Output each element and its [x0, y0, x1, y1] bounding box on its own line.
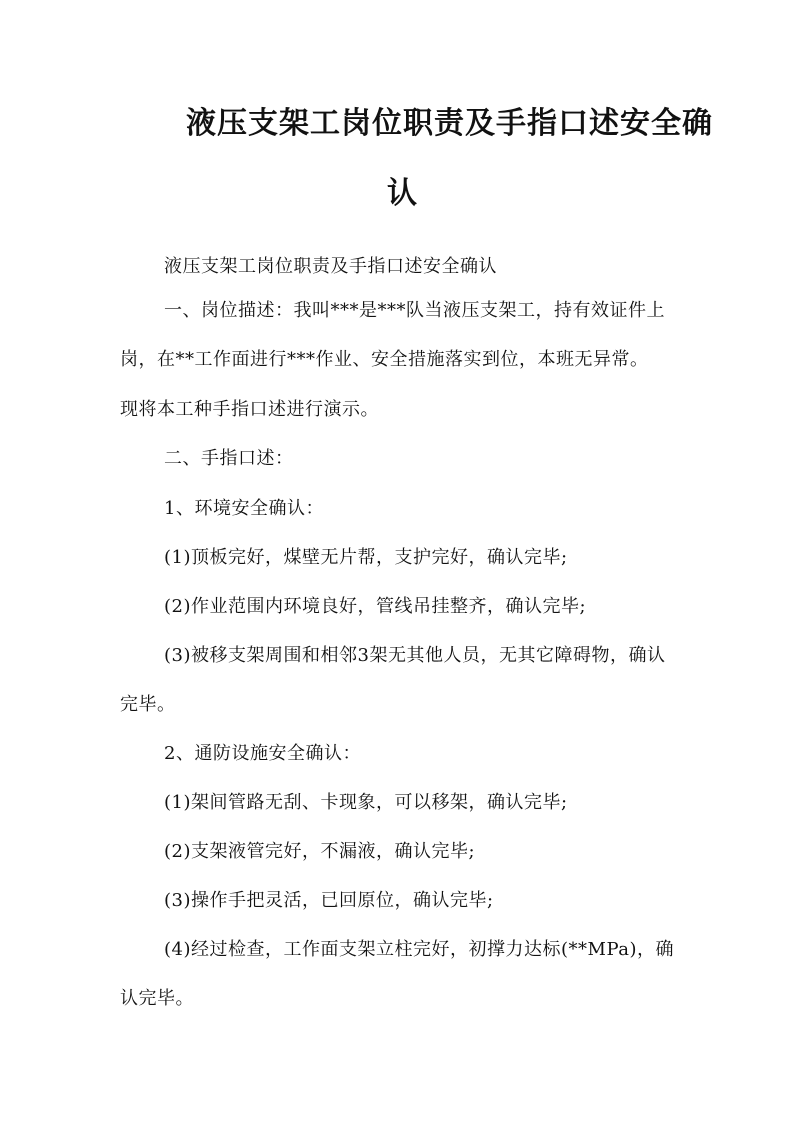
body-line: (1)架间管路无刮、卡现象，可以移架，确认完毕;	[164, 792, 568, 813]
body-line: (2)作业范围内环境良好，管线吊挂整齐，确认完毕;	[164, 596, 587, 617]
body-line: 二、手指口述：	[164, 448, 294, 469]
body-line: 现将本工种手指口述进行演示。	[120, 399, 379, 420]
body-line: 完毕。	[120, 694, 176, 715]
body-line: 岗，在**工作面进行***作业、安全措施落实到位，本班无异常。	[120, 349, 649, 370]
body-line: 1、环境安全确认：	[164, 498, 324, 519]
body-line: 一、岗位描述：我叫***是***队当液压支架工，持有效证件上	[164, 300, 665, 321]
document-title-line-1: 液压支架工岗位职责及手指口述安全确	[186, 106, 713, 141]
body-line: 认完毕。	[120, 988, 194, 1009]
body-line: (3)操作手把灵活，已回原位，确认完毕;	[164, 890, 494, 911]
body-line: (1)顶板完好，煤壁无片帮，支护完好，确认完毕;	[164, 547, 568, 568]
body-line: (3)被移支架周围和相邻3架无其他人员，无其它障碍物，确认	[164, 645, 666, 666]
document-title-line-2: 认	[387, 176, 418, 211]
body-line: (4)经过检查，工作面支架立柱完好，初撑力达标(**MPa)，确	[164, 939, 675, 960]
body-line: 液压支架工岗位职责及手指口述安全确认	[164, 256, 497, 277]
body-line: 2、通防设施安全确认：	[164, 743, 361, 764]
body-line: (2)支架液管完好，不漏液，确认完毕;	[164, 841, 476, 862]
